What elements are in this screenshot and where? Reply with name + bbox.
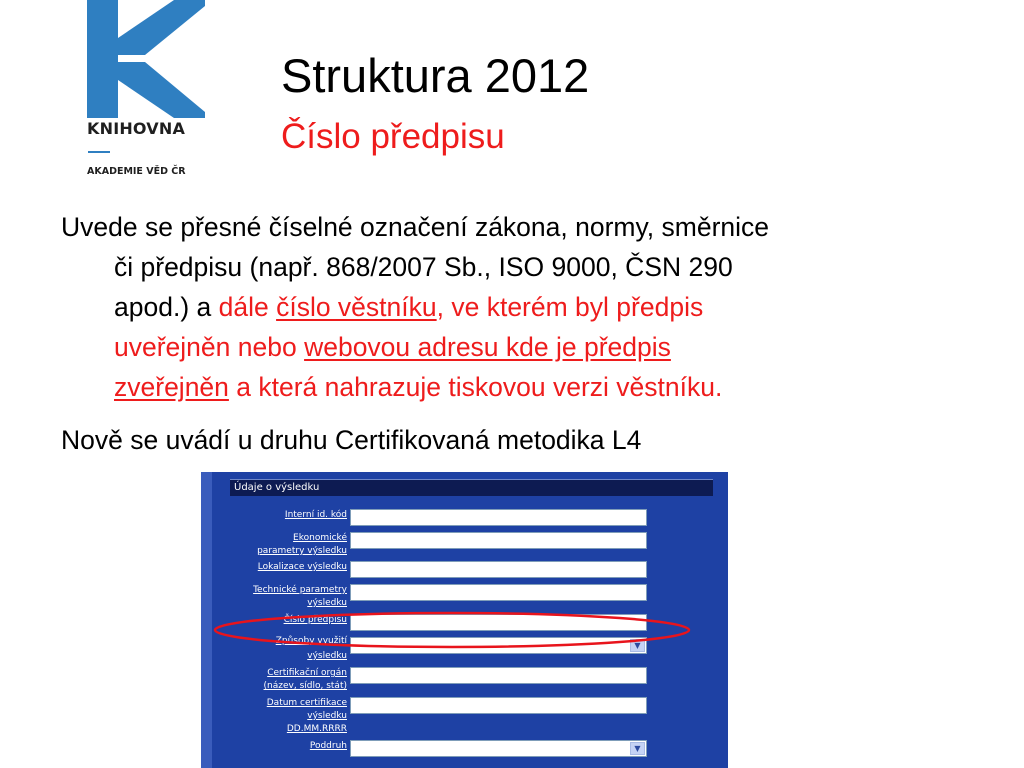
slide-subtitle: Číslo předpisu — [281, 117, 505, 156]
k-logo-mark-icon — [87, 0, 205, 118]
lokalizace-input[interactable] — [350, 561, 647, 578]
chevron-down-icon[interactable]: ▼ — [630, 742, 645, 755]
text-run: apod.) a — [114, 292, 219, 322]
label-datum-format[interactable]: DD.MM.RRRR — [286, 724, 347, 734]
ekonomicke-parametry-input[interactable] — [350, 532, 647, 549]
chevron-down-icon[interactable]: ▼ — [630, 639, 645, 652]
label-cislo-predpisu[interactable]: Číslo předpisu — [283, 615, 347, 625]
paragraph-line: Uvede se přesné číselné označení zákona, normy, směrnice — [61, 212, 770, 242]
text-run-highlighted: dále — [218, 292, 277, 322]
label-certifikacni-organ[interactable]: Certifikační orgán — [267, 668, 347, 678]
label-datum-certifikace-2[interactable]: výsledku — [307, 711, 347, 721]
label-certifikacni-organ-2[interactable]: (název, sídlo, stát) — [263, 681, 347, 691]
logo-name: KNIHOVNA — [87, 119, 186, 138]
label-technicke-parametry[interactable]: Technické parametry — [253, 585, 347, 595]
poddruh-select[interactable] — [350, 740, 647, 757]
paragraph-line — [61, 367, 991, 407]
logo-divider — [88, 151, 110, 153]
technicke-parametry-input[interactable] — [350, 584, 647, 601]
interni-id-input[interactable] — [350, 509, 647, 526]
slide-title: Struktura 2012 — [281, 49, 590, 102]
knihovna-logo — [87, 0, 205, 180]
text-run-underlined: zveřejněn — [114, 372, 229, 402]
label-ekonomicke-parametry[interactable]: Ekonomické — [293, 533, 347, 543]
text-run-underlined: číslo věstníku — [276, 292, 437, 322]
text-run-highlighted: a která nahrazuje tiskovou verzi věstníku. — [228, 372, 723, 402]
paragraph-description — [61, 207, 991, 407]
form-left-edge — [201, 472, 212, 768]
text-run-highlighted: uveřejněn nebo — [114, 332, 305, 362]
label-poddruh[interactable]: Poddruh — [309, 741, 347, 751]
paragraph-line — [61, 327, 991, 367]
datum-certifikace-input[interactable] — [350, 697, 647, 714]
label-interni-id[interactable]: Interní id. kód — [284, 510, 347, 520]
text-run-underlined: webovou adresu kde je předpis — [304, 332, 671, 362]
form-screenshot — [201, 472, 728, 768]
cislo-predpisu-input[interactable] — [350, 614, 647, 631]
certifikacni-organ-input[interactable] — [350, 667, 647, 684]
logo-subtitle: AKADEMIE VĚD ČR — [87, 166, 186, 177]
form-header: Údaje o výsledku — [230, 479, 713, 496]
label-technicke-parametry-2[interactable]: výsledku — [307, 598, 347, 608]
paragraph-line: či předpisu (např. 868/2007 Sb., ISO 9000, ČSN 290 — [114, 252, 733, 282]
paragraph-note — [61, 420, 991, 460]
text-run-highlighted: , ve kterém byl předpis — [436, 292, 704, 322]
zpusoby-vyuziti-select[interactable] — [350, 637, 647, 654]
label-lokalizace[interactable]: Lokalizace výsledku — [257, 562, 347, 572]
label-zpusoby-vyuziti[interactable]: Způsoby využití — [275, 636, 347, 646]
label-zpusoby-vyuziti-2[interactable]: výsledku — [307, 651, 347, 661]
paragraph-line: Nově se uvádí u druhu Certifikovaná metodika L4 — [61, 425, 642, 455]
label-ekonomicke-parametry-2[interactable]: parametry výsledku — [257, 546, 347, 556]
paragraph-line — [61, 287, 991, 327]
label-datum-certifikace[interactable]: Datum certifikace — [266, 698, 347, 708]
